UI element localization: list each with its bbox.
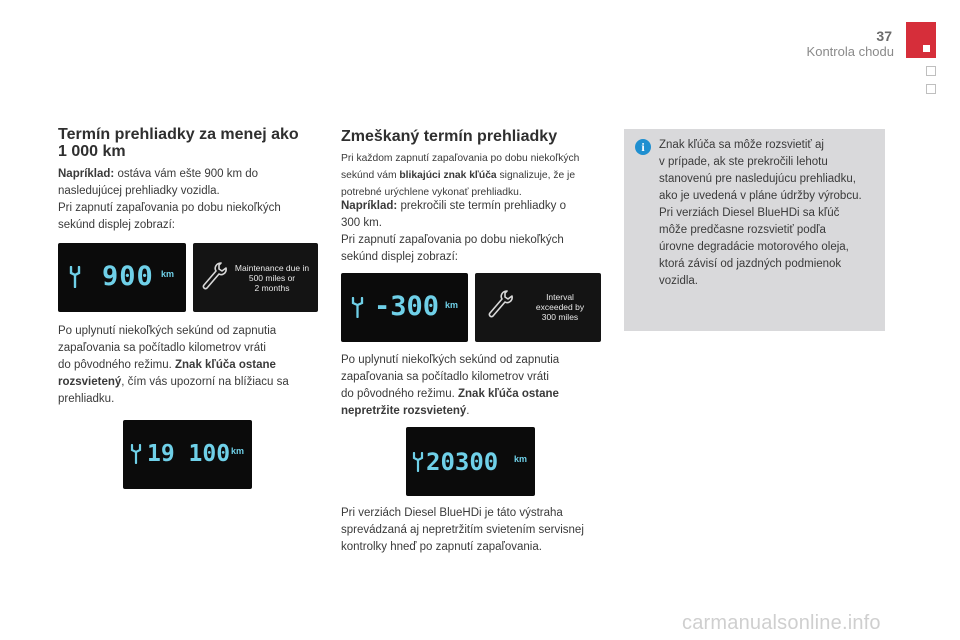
odometer-display-20300 bbox=[406, 427, 535, 496]
chapter-tab-empty-2[interactable] bbox=[926, 84, 936, 94]
odometer-display-minus-300 bbox=[341, 273, 468, 342]
section-title: Kontrola chodu bbox=[806, 44, 894, 59]
wrench-icon bbox=[130, 444, 142, 464]
maintenance-message: Maintenance due in 500 miles or 2 months bbox=[234, 263, 310, 293]
chapter-tab-empty-1[interactable] bbox=[926, 66, 936, 76]
wrench-icon bbox=[412, 452, 424, 472]
middle-paragraph-3: Pri verziách Diesel BlueHDi je táto výstraha sprevádzaná aj nepretržitím svietením servisnej kontrolky hneď po zapnutí zapaľovania. bbox=[341, 507, 584, 553]
middle-paragraph-2: Po uplynutí niekoľkých sekúnd od zapnutia zapaľovania sa počítadlo kilometrov vráti do pôvodného režimu. Znak kľúča ostane nepretržite rozsvietený. bbox=[341, 354, 560, 417]
left-paragraph-1: Napríklad: ostáva vám ešte 900 km do nasledujúcej prehliadky vozidla. Pri zapnutí zapaľovania po dobu niekoľkých sekúnd displej zobrazí: bbox=[58, 168, 281, 231]
odometer-value: -300 bbox=[374, 291, 440, 322]
odometer-unit: km bbox=[445, 300, 459, 310]
odometer-unit: km bbox=[231, 446, 245, 456]
interval-exceeded-display bbox=[475, 273, 601, 342]
watermark: carmanualsonline.info bbox=[682, 612, 881, 634]
odometer-value: 20300 bbox=[426, 448, 499, 476]
left-heading: Termín prehliadky za menej ako 1 000 km bbox=[58, 126, 299, 160]
interval-message: Interval exceeded by 300 miles bbox=[535, 292, 585, 322]
middle-heading: Zmeškaný termín prehliadky bbox=[341, 128, 558, 145]
maintenance-message-display bbox=[193, 243, 318, 312]
info-box bbox=[624, 129, 885, 331]
odometer-unit: km bbox=[514, 454, 528, 464]
page-number: 37 bbox=[876, 28, 892, 44]
info-icon: i bbox=[635, 139, 651, 155]
info-text: Znak kľúča sa môže rozsvietiť aj v prípade, ak ste prekročili lehotu stanovenú pre nasledujúcu prehliadku, ako je uvedená v pláne údržby výrobcu. Pri verziách Diesel BlueHDi sa kľúč môže predčasne rozsvietiť podľa úrovne degradácie motorového oleja, ktorá závisí od jazdných podmienok vozidla. bbox=[659, 139, 862, 287]
odometer-unit: km bbox=[161, 269, 175, 279]
left-paragraph-2: Po uplynutí niekoľkých sekúnd od zapnutia zapaľovania sa počítadlo kilometrov vráti do pôvodného režimu. Znak kľúča ostane rozsvietený, čím vás upozorní na blížiacu sa prehliadku. bbox=[58, 325, 289, 405]
wrench-icon bbox=[487, 289, 513, 319]
wrench-icon bbox=[68, 266, 82, 288]
chapter-tab[interactable] bbox=[906, 22, 936, 58]
odometer-display-19100 bbox=[123, 420, 252, 489]
odometer-value: 19 100 bbox=[147, 441, 231, 467]
odometer-value: 900 bbox=[102, 261, 154, 292]
odometer-display-900 bbox=[58, 243, 186, 312]
middle-paragraph-1: Napríklad: prekročili ste termín prehliadky o 300 km. Pri zapnutí zapaľovania po dobu niekoľkých sekúnd displej zobrazí: bbox=[341, 200, 566, 263]
wrench-icon bbox=[201, 261, 227, 291]
wrench-icon bbox=[351, 297, 364, 318]
middle-intro: Pri každom zapnutí zapaľovania po dobu niekoľkých sekúnd vám blikajúci znak kľúča signalizuje, že je potrebné urýchlene vykonať prehliadku. bbox=[341, 153, 580, 198]
chapter-tab-marker bbox=[923, 45, 930, 52]
